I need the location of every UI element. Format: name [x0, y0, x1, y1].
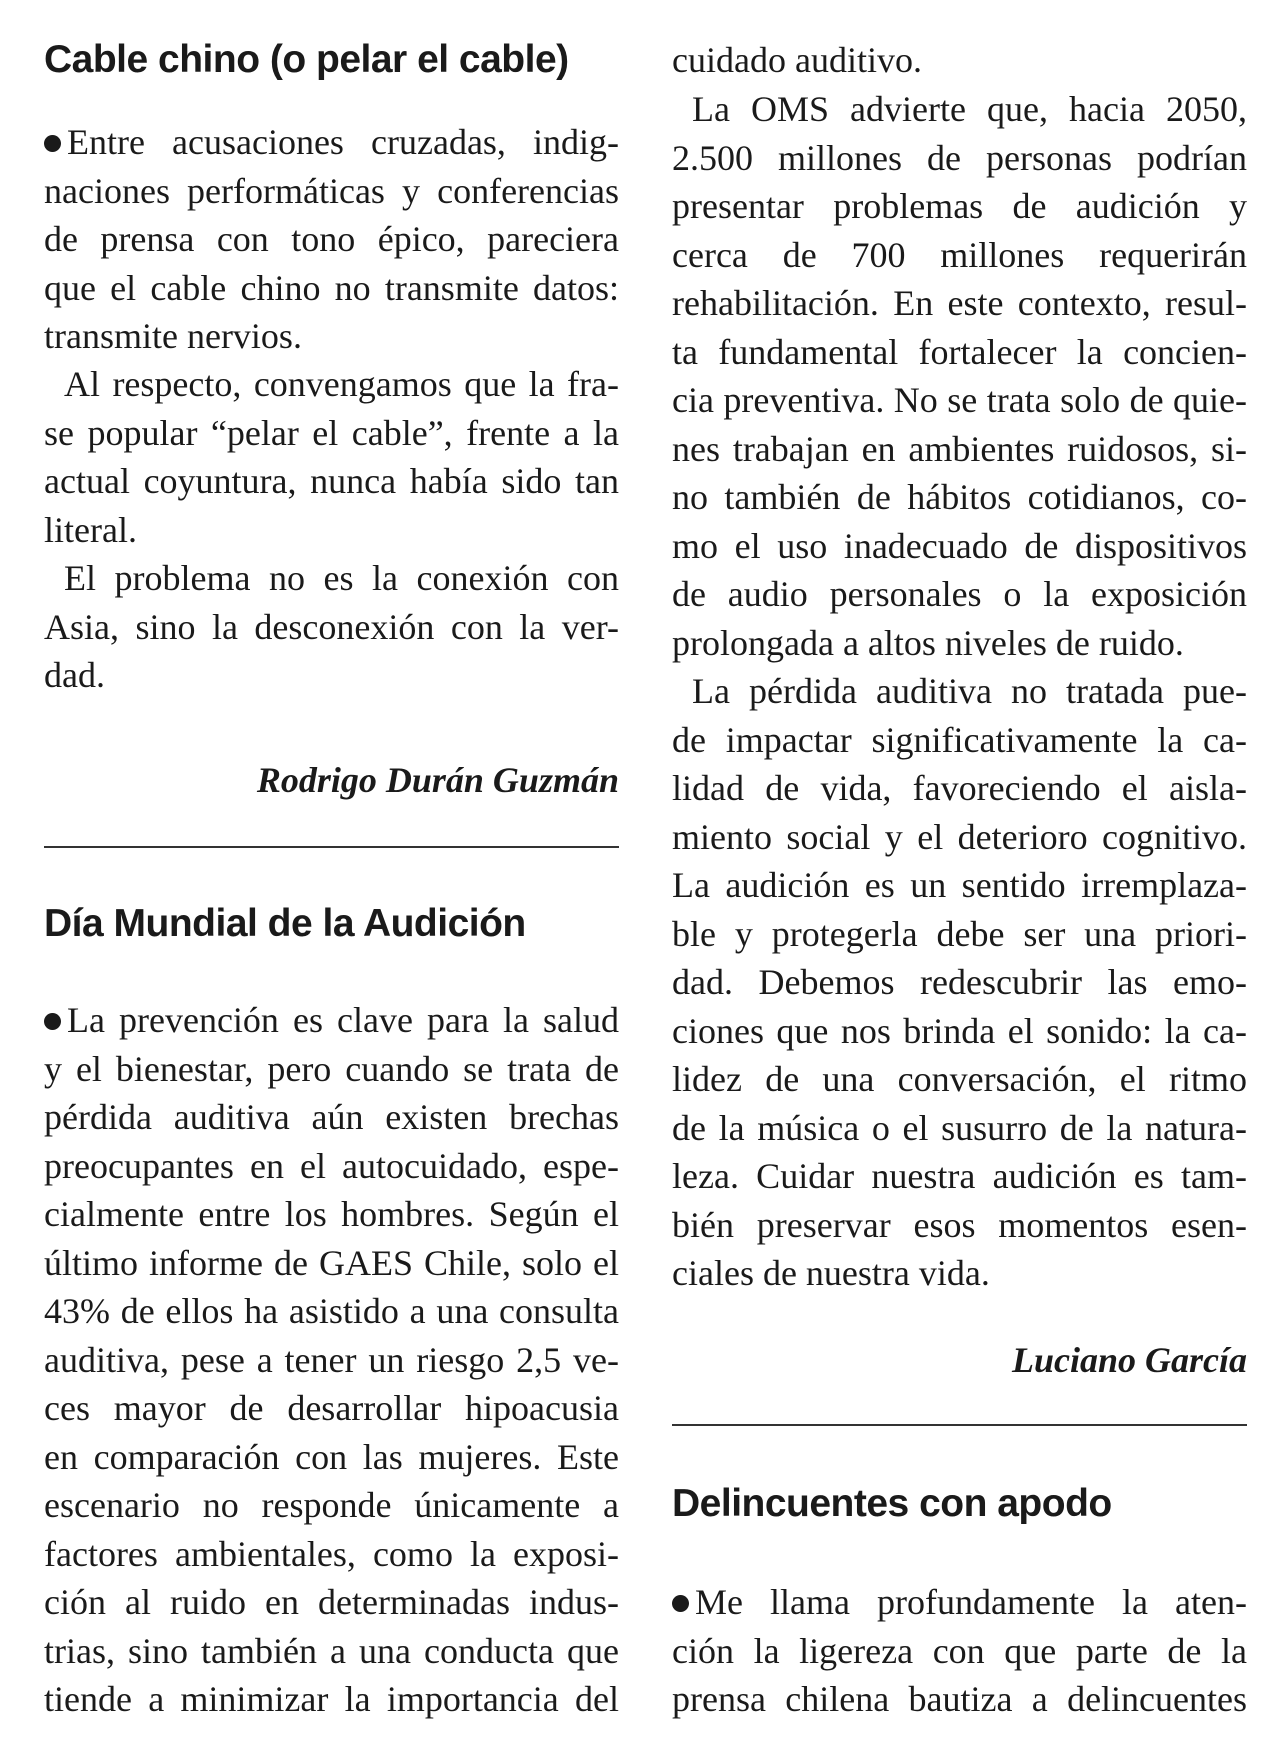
- text-line: último informe de GAES Chile, solo el: [44, 1242, 619, 1283]
- text-line: dad.: [44, 655, 105, 695]
- text-line: La pérdida auditiva no tratada pue-: [692, 671, 1247, 711]
- text-line: bién preservar esos momentos esen-: [672, 1204, 1247, 1245]
- article1-paragraph-2: [44, 360, 619, 554]
- text-line: ción la ligereza con que parte de la: [672, 1630, 1247, 1671]
- text-line: cerca de 700 millones requerirán: [672, 234, 1247, 275]
- text-line: y el bienestar, pero cuando se trata de: [44, 1048, 619, 1089]
- text-line: Al respecto, convengamos que la fra-: [64, 364, 619, 404]
- article2-author: Luciano García: [1011, 1340, 1247, 1380]
- text-line: La prevención es clave para la salud: [44, 996, 619, 1045]
- text-line: que el cable chino no transmite datos:: [44, 267, 619, 308]
- text-line: auditiva, pese a tener un riesgo 2,5 ve-: [44, 1339, 619, 1380]
- text-line: El problema no es la conexión con: [64, 558, 619, 598]
- text-line: Entre acusaciones cruzadas, indig-: [44, 118, 619, 167]
- text-line: se popular “pelar el cable”, frente a la: [44, 412, 619, 453]
- text-line: de la música o el susurro de la natura-: [672, 1107, 1247, 1148]
- section-divider: [44, 846, 619, 848]
- text-line: pérdida auditiva aún existen brechas: [44, 1097, 619, 1137]
- text-line: ta fundamental fortalecer la concien-: [672, 331, 1247, 372]
- text-line: tiende a minimizar la importancia del: [44, 1679, 619, 1719]
- text-line: ble y protegerla debe ser una priori-: [672, 913, 1247, 954]
- article2-continuation: [672, 36, 1247, 85]
- text-line: literal.: [44, 509, 137, 550]
- text-line: lidad de vida, favoreciendo el aisla-: [672, 768, 1247, 808]
- article3-paragraph-1: [672, 1578, 1247, 1724]
- text-line: cialmente entre los hombres. Según el: [44, 1194, 619, 1234]
- text-line: presentar problemas de audición y: [672, 186, 1247, 226]
- article3-headline: Delincuentes con apodo: [672, 1482, 1112, 1525]
- text-line: trias, sino también a una conducta que: [44, 1630, 619, 1671]
- text-line: de audio personales o la exposición: [672, 574, 1247, 614]
- text-line: cia preventiva. No se trata solo de quie-: [672, 380, 1247, 420]
- article1-headline: Cable chino (o pelar el cable): [44, 38, 569, 81]
- text-line: Asia, sino la desconexión con la ver-: [44, 606, 619, 647]
- text-line: prolongada a altos niveles de ruido.: [672, 622, 1184, 663]
- article1-paragraph-3: [44, 554, 619, 700]
- text-line: cuidado auditivo.: [672, 40, 922, 80]
- text-line: naciones performáticas y conferencias: [44, 170, 619, 211]
- text-line: en comparación con las mujeres. Este: [44, 1436, 619, 1477]
- article2-paragraph-1: [44, 996, 619, 1724]
- text-line: ciones que nos brinda el sonido: la ca-: [672, 1010, 1247, 1051]
- text-line: La audición es un sentido irremplaza-: [672, 865, 1247, 905]
- text-line: escenario no responde únicamente a: [44, 1485, 619, 1525]
- text-line: lidez de una conversación, el ritmo: [672, 1059, 1247, 1099]
- text-line: de prensa con tono épico, pareciera: [44, 219, 619, 259]
- text-line: preocupantes en el autocuidado, espe-: [44, 1145, 619, 1186]
- text-line: miento social y el deterioro cognitivo.: [672, 816, 1247, 857]
- article1-paragraph-1: [44, 118, 619, 361]
- text-line: dad. Debemos redescubrir las emo-: [672, 962, 1247, 1002]
- text-line: mo el uso inadecuado de dispositivos: [672, 525, 1247, 566]
- text-line: de impactar significativamente la ca-: [672, 719, 1247, 760]
- text-line: rehabilitación. En este contexto, resul-: [672, 283, 1247, 323]
- text-line: ción al ruido en determinadas indus-: [44, 1582, 619, 1622]
- article2-paragraph-3: [672, 667, 1247, 1298]
- text-line: ces mayor de desarrollar hipoacusia: [44, 1388, 619, 1428]
- bullet-icon: [672, 1595, 689, 1612]
- text-line: actual coyuntura, nunca había sido tan: [44, 461, 619, 501]
- text-line: factores ambientales, como la exposi-: [44, 1533, 619, 1574]
- text-line: transmite nervios.: [44, 316, 302, 356]
- article2-headline: Día Mundial de la Audición: [44, 902, 526, 945]
- section-divider: [672, 1424, 1247, 1426]
- article2-paragraph-2: [672, 85, 1247, 667]
- article1-author: Rodrigo Durán Guzmán: [256, 760, 619, 800]
- text-line: 43% de ellos ha asistido a una consulta: [44, 1291, 619, 1331]
- text-line: nes trabajan en ambientes ruidosos, si-: [672, 428, 1247, 469]
- bullet-icon: [44, 135, 61, 152]
- text-line: prensa chilena bautiza a delincuentes: [672, 1679, 1247, 1719]
- bullet-icon: [44, 1013, 61, 1030]
- text-line: La OMS advierte que, hacia 2050,: [692, 89, 1247, 129]
- text-line: ciales de nuestra vida.: [672, 1253, 990, 1293]
- text-line: no también de hábitos cotidianos, co-: [672, 477, 1247, 517]
- text-line: Me llama profundamente la aten-: [672, 1578, 1247, 1627]
- text-line: leza. Cuidar nuestra audición es tam-: [672, 1156, 1247, 1196]
- text-line: 2.500 millones de personas podrían: [672, 137, 1247, 178]
